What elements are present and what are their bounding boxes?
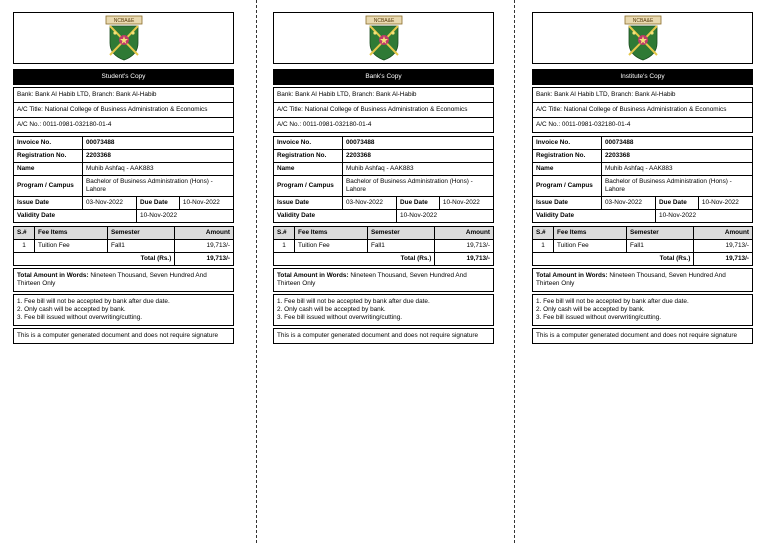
- cut-line-left: [256, 0, 257, 543]
- fee-semester: Fall1: [367, 240, 434, 253]
- invoice-value: 00073488: [602, 137, 753, 150]
- fee-item: Tuition Fee: [295, 240, 368, 253]
- account-title: A/C Title: National College of Business Administration & Economics: [532, 103, 753, 118]
- col-amount: Amount: [175, 227, 234, 240]
- account-number: A/C No.: 0011-0981-032180-01-4: [13, 118, 234, 133]
- total-value: 19,713/-: [175, 253, 234, 266]
- col-amount: Amount: [694, 227, 753, 240]
- table-row: [14, 240, 234, 253]
- words-label: Total Amount in Words:: [536, 272, 608, 279]
- account-title: A/C Title: National College of Business Administration & Economics: [13, 103, 234, 118]
- invoice-label: Invoice No.: [14, 137, 83, 150]
- invoice-value: 00073488: [343, 137, 494, 150]
- fee-semester: Fall1: [107, 240, 174, 253]
- note-item: 2. Only cash will be accepted by bank.: [17, 306, 126, 313]
- col-fee-items: Fee Items: [35, 227, 108, 240]
- issue-date-label: Issue Date: [14, 197, 83, 210]
- issue-date-value: 03-Nov-2022: [602, 197, 656, 210]
- invoice-value: 00073488: [83, 137, 234, 150]
- college-crest-icon: [104, 15, 144, 61]
- crest-text: NCBA&E: [373, 18, 394, 25]
- col-sno: S.#: [533, 227, 554, 240]
- issue-date-value: 03-Nov-2022: [83, 197, 137, 210]
- note-item: 2. Only cash will be accepted by bank.: [277, 306, 386, 313]
- fee-sno: 1: [533, 240, 554, 253]
- validity-date-label: Validity Date: [533, 210, 656, 223]
- total-label: Total (Rs.): [533, 253, 694, 266]
- name-value: Muhib Ashfaq - AAK883: [83, 163, 234, 176]
- registration-value: 2203368: [343, 150, 494, 163]
- due-date-label: Due Date: [137, 197, 180, 210]
- col-fee-items: Fee Items: [295, 227, 368, 240]
- fee-items-table: [532, 226, 753, 266]
- col-fee-items: Fee Items: [554, 227, 627, 240]
- cut-line-right: [514, 0, 515, 543]
- fee-voucher: [273, 12, 494, 344]
- fee-semester: Fall1: [626, 240, 693, 253]
- total-value: 19,713/-: [694, 253, 753, 266]
- words-value: Nineteen Thousand, Seven Hundred And Thirteen Only: [536, 272, 726, 287]
- validity-date-value: 10-Nov-2022: [656, 210, 753, 223]
- fee-amount: 19,713/-: [175, 240, 234, 253]
- fee-item: Tuition Fee: [554, 240, 627, 253]
- footer-note: This is a computer generated document and does not require signature: [13, 328, 234, 344]
- name-value: Muhib Ashfaq - AAK883: [602, 163, 753, 176]
- fee-sno: 1: [14, 240, 35, 253]
- fee-voucher: [532, 12, 753, 344]
- footer-note: This is a computer generated document and does not require signature: [273, 328, 494, 344]
- bank-line: Bank: Bank Al Habib LTD, Branch: Bank Al-Habib: [13, 87, 234, 103]
- validity-date-value: 10-Nov-2022: [137, 210, 234, 223]
- words-value: Nineteen Thousand, Seven Hundred And Thirteen Only: [17, 272, 207, 287]
- fee-amount: 19,713/-: [435, 240, 494, 253]
- account-title: A/C Title: National College of Business Administration & Economics: [273, 103, 494, 118]
- notes-box: [273, 294, 494, 326]
- note-item: 2. Only cash will be accepted by bank.: [536, 306, 645, 313]
- crest-text: NCBA&E: [632, 18, 653, 25]
- registration-value: 2203368: [83, 150, 234, 163]
- college-crest-icon: [623, 15, 663, 61]
- program-label: Program / Campus: [274, 176, 343, 197]
- col-sno: S.#: [14, 227, 35, 240]
- note-item: 3. Fee bill issued without overwriting/cutting.: [17, 314, 143, 321]
- note-item: 1. Fee bill will not be accepted by bank after due date.: [277, 298, 430, 305]
- fee-items-table: [273, 226, 494, 266]
- due-date-label: Due Date: [397, 197, 440, 210]
- note-item: 3. Fee bill issued without overwriting/cutting.: [277, 314, 403, 321]
- copy-label: Bank's Copy: [273, 69, 494, 85]
- words-label: Total Amount in Words:: [17, 272, 89, 279]
- due-date-value: 10-Nov-2022: [439, 197, 493, 210]
- fee-sno: 1: [274, 240, 295, 253]
- name-label: Name: [533, 163, 602, 176]
- total-value: 19,713/-: [435, 253, 494, 266]
- invoice-info-table: [13, 136, 234, 223]
- col-semester: Semester: [107, 227, 174, 240]
- logo-area: [532, 12, 753, 64]
- note-item: 1. Fee bill will not be accepted by bank after due date.: [17, 298, 170, 305]
- logo-area: [13, 12, 234, 64]
- name-value: Muhib Ashfaq - AAK883: [343, 163, 494, 176]
- fee-item: Tuition Fee: [35, 240, 108, 253]
- validity-date-label: Validity Date: [14, 210, 137, 223]
- notes-box: [532, 294, 753, 326]
- name-label: Name: [14, 163, 83, 176]
- program-value: Bachelor of Business Administration (Hons) - Lahore: [343, 176, 494, 197]
- table-row: [274, 240, 494, 253]
- copy-label: Student's Copy: [13, 69, 234, 85]
- col-amount: Amount: [435, 227, 494, 240]
- account-number: A/C No.: 0011-0981-032180-01-4: [532, 118, 753, 133]
- registration-value: 2203368: [602, 150, 753, 163]
- due-date-value: 10-Nov-2022: [179, 197, 233, 210]
- name-label: Name: [274, 163, 343, 176]
- table-row: [533, 240, 753, 253]
- due-date-label: Due Date: [656, 197, 699, 210]
- words-label: Total Amount in Words:: [277, 272, 349, 279]
- amount-in-words: [273, 268, 494, 292]
- due-date-value: 10-Nov-2022: [698, 197, 752, 210]
- issue-date-label: Issue Date: [274, 197, 343, 210]
- amount-in-words: [532, 268, 753, 292]
- program-value: Bachelor of Business Administration (Hons) - Lahore: [83, 176, 234, 197]
- fee-voucher: [13, 12, 234, 344]
- col-sno: S.#: [274, 227, 295, 240]
- registration-label: Registration No.: [14, 150, 83, 163]
- registration-label: Registration No.: [533, 150, 602, 163]
- college-crest-icon: [364, 15, 404, 61]
- fee-amount: 19,713/-: [694, 240, 753, 253]
- notes-box: [13, 294, 234, 326]
- validity-date-value: 10-Nov-2022: [397, 210, 494, 223]
- total-label: Total (Rs.): [14, 253, 175, 266]
- invoice-label: Invoice No.: [533, 137, 602, 150]
- total-label: Total (Rs.): [274, 253, 435, 266]
- footer-note: This is a computer generated document and does not require signature: [532, 328, 753, 344]
- registration-label: Registration No.: [274, 150, 343, 163]
- bank-line: Bank: Bank Al Habib LTD, Branch: Bank Al-Habib: [532, 87, 753, 103]
- logo-area: [273, 12, 494, 64]
- invoice-info-table: [532, 136, 753, 223]
- col-semester: Semester: [367, 227, 434, 240]
- validity-date-label: Validity Date: [274, 210, 397, 223]
- bank-line: Bank: Bank Al Habib LTD, Branch: Bank Al-Habib: [273, 87, 494, 103]
- program-value: Bachelor of Business Administration (Hons) - Lahore: [602, 176, 753, 197]
- issue-date-label: Issue Date: [533, 197, 602, 210]
- copy-label: Institute's Copy: [532, 69, 753, 85]
- note-item: 3. Fee bill issued without overwriting/cutting.: [536, 314, 662, 321]
- words-value: Nineteen Thousand, Seven Hundred And Thirteen Only: [277, 272, 467, 287]
- invoice-info-table: [273, 136, 494, 223]
- fee-items-table: [13, 226, 234, 266]
- account-number: A/C No.: 0011-0981-032180-01-4: [273, 118, 494, 133]
- program-label: Program / Campus: [533, 176, 602, 197]
- crest-text: NCBA&E: [113, 18, 134, 25]
- col-semester: Semester: [626, 227, 693, 240]
- issue-date-value: 03-Nov-2022: [343, 197, 397, 210]
- program-label: Program / Campus: [14, 176, 83, 197]
- amount-in-words: [13, 268, 234, 292]
- note-item: 1. Fee bill will not be accepted by bank after due date.: [536, 298, 689, 305]
- invoice-label: Invoice No.: [274, 137, 343, 150]
